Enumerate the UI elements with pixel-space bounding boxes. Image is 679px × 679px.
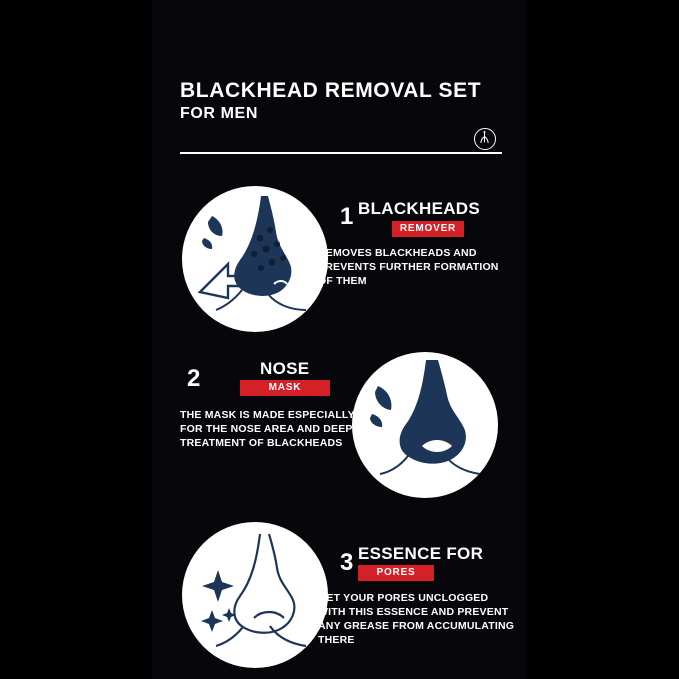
poster-header: [180, 80, 502, 123]
step-tag-1: REMOVER: [392, 221, 464, 237]
step-description-2: THE MASK IS MADE ESPECIALLY FOR THE NOSE AREA AND DEEP TREATMENT OF BLACKHEADS: [180, 409, 355, 449]
step-tag-2: MASK: [240, 380, 330, 396]
poster-stage: [152, 0, 527, 679]
step-title-3: ESSENCE FOR: [358, 544, 484, 563]
nose-with-mask-icon: [352, 352, 498, 498]
nose-with-blackheads-icon: [182, 186, 328, 332]
step-title-2: NOSE: [260, 359, 310, 378]
step-number-3: 3: [340, 549, 354, 576]
step-description-3: GET YOUR PORES UNCLOGGED WITH THIS ESSENCE AND PREVENT ANY GREASE FROM ACCUMULATING THERE: [318, 592, 515, 646]
header-divider: [180, 152, 502, 154]
page-subtitle: FOR MEN: [180, 105, 258, 123]
step-description-1: REMOVES BLACKHEADS AND PREVENTS FURTHER FORMATION OF THEM: [318, 247, 499, 287]
step-number-2: 2: [187, 365, 201, 392]
letterbox-right: [527, 0, 679, 679]
step-title-1: BLACKHEADS: [358, 199, 480, 218]
step-number-1: 1: [340, 203, 354, 230]
brand-monogram-icon: [474, 128, 496, 150]
page-title: BLACKHEAD REMOVAL SET: [180, 79, 482, 102]
letterbox-left: [0, 0, 152, 679]
nose-with-sparkles-icon: [182, 522, 328, 668]
step-tag-3: PORES: [358, 565, 434, 581]
